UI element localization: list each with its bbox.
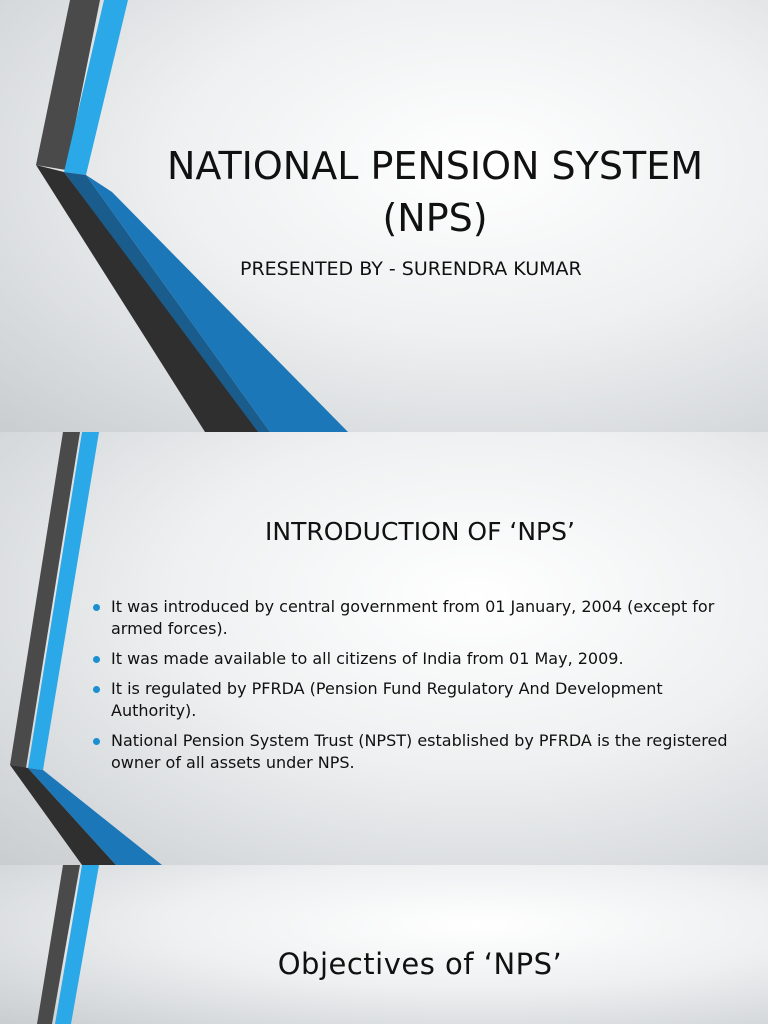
bullet-text: It is regulated by PFRDA (Pension Fund Regulatory And Development Authority). — [111, 679, 663, 720]
slide-3-title: Objectives of ‘NPS’ — [277, 947, 563, 981]
slide-1-title: NATIONAL PENSION SYSTEM (NPS) — [166, 144, 704, 240]
slide-3 — [0, 865, 768, 1024]
bullet-dot-icon — [93, 738, 100, 745]
bullet-dot-icon — [93, 604, 100, 611]
bullet-item — [92, 648, 742, 670]
bullet-text: It was made available to all citizens of India from 01 May, 2009. — [111, 649, 624, 668]
bullet-text: National Pension System Trust (NPST) established by PFRDA is the registered owner of all assets under NPS. — [111, 731, 728, 772]
slide-1-subtitle: PRESENTED BY - SURENDRA KUMAR — [240, 258, 582, 280]
slide-2 — [0, 432, 768, 865]
bullet-item — [92, 596, 742, 640]
bullet-item — [92, 730, 742, 774]
bullet-list — [92, 596, 742, 782]
bullet-item — [92, 678, 742, 722]
bullet-dot-icon — [93, 656, 100, 663]
slide-2-title: INTRODUCTION OF ‘NPS’ — [265, 517, 575, 546]
bullet-dot-icon — [93, 686, 100, 693]
bullet-text: It was introduced by central government from 01 January, 2004 (except for armed forces). — [111, 597, 715, 638]
slide-1 — [0, 0, 768, 432]
slide-3-decoration — [0, 865, 768, 1024]
